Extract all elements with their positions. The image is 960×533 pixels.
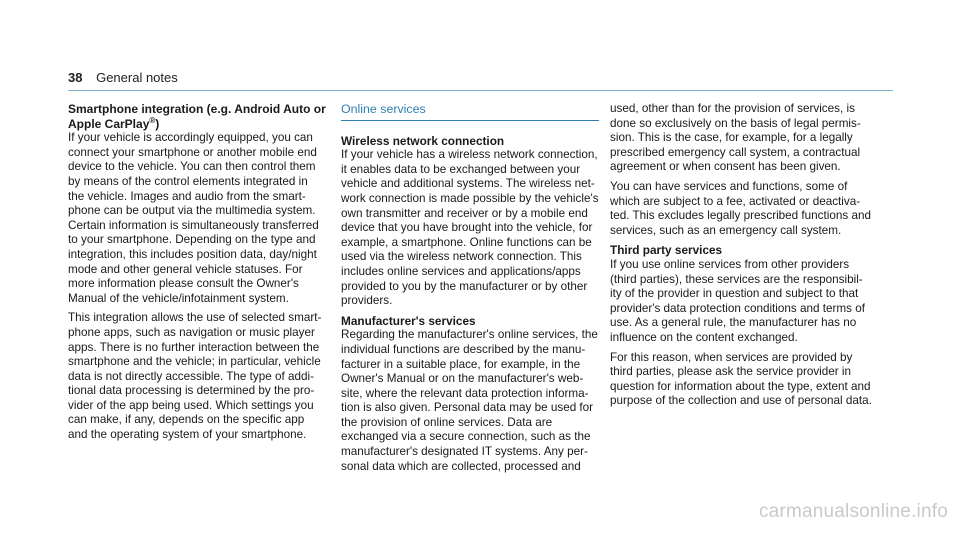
wireless-network-heading: Wireless network connection [341, 133, 505, 148]
services-continued-paragraph-1: used, other than for the provision of services, is done so exclusively on the basis of legal permis-sion. This is the case, for example, for a legally prescribed emergency call system, a contractual agreement or when consent has been given. [610, 102, 861, 174]
third-party-paragraph-1: If you use online services from other providers (third parties), these services are the responsibil-ity of the provider in question and subject to that provider's data protection conditions and terms of use. As a general rule, the manufacturer has no influence on the content exchanged. [610, 257, 865, 344]
column-middle [341, 102, 599, 474]
wireless-network-paragraph: If your vehicle has a wireless network connection, it enables data to be exchanged between your vehicle and additional systems. The wireless net-work connection is made possible by the vehicle's own transmitter and receiver or by a mobile end device that you have brought into the vehicle, for example, a smartphone. Online functions can be used via the wireless network connection. This includes online services and applications/apps provided to you by the manufacturer or by other providers. [341, 148, 599, 308]
column-right [610, 102, 872, 409]
watermark: carmanualsonline.info [758, 501, 948, 522]
page-header [68, 70, 178, 85]
column-left [68, 102, 326, 443]
smartphone-integration-paragraph-1: If your vehicle is accordingly equipped, you can connect your smartphone or another mobile end device to the vehicle. You can then control them by means of the control elements integrated in the vehicle. Images and audio from the smart-phone can be output via the multimedia system. Certain information is simultaneously transferred to your smartphone. Depending on the type and integration, this includes position data, day/night mode and other general vehicle statuses. For more information please consult the Owner's Manual of the vehicle/infotainment system. [68, 131, 319, 305]
third-party-services-heading: Third party services [610, 243, 723, 258]
registered-mark: ® [149, 115, 156, 125]
third-party-paragraph-2: For this reason, when services are provided by third parties, please ask the service provider in question for information about the type, extent and purpose of the collection and use of personal data. [610, 350, 872, 408]
page-number: 38 [68, 70, 83, 85]
section-title: General notes [96, 70, 178, 85]
online-services-heading: Online services [341, 102, 599, 121]
smartphone-integration-heading: Smartphone integration (e.g. Android Auto or Apple CarPlay®) [68, 102, 326, 131]
header-divider [68, 90, 893, 91]
manufacturer-services-heading: Manufacturer's services [341, 313, 476, 328]
smartphone-integration-paragraph-2: This integration allows the use of selected smart-phone apps, such as navigation or music player apps. There is no further interaction between the smartphone and the vehicle; in particular, vehicle data is not directly accessible. The type of addi-tional data processing is determined by the pro-vider of the app being used. Which settings you can make, if any, depends on the specific app and the operating system of your smartphone. [68, 311, 322, 442]
services-continued-paragraph-2: You can have services and functions, some of which are subject to a fee, activated or deactiva-ted. This excludes legally prescribed functions and services, such as an emergency call system. [610, 179, 871, 237]
manufacturer-services-paragraph: Regarding the manufacturer's online services, the individual functions are described by the manu-facturer in a suitable place, for example, in the Owner's Manual or on the manufacturer's web-site, where the relevant data protection informa-tion is also given. Personal data may be used for the provision of online services. Data are exchanged via a secure connection, such as the manufacturer's designated IT systems. Any per-sonal data which are collected, processed and [341, 328, 598, 473]
